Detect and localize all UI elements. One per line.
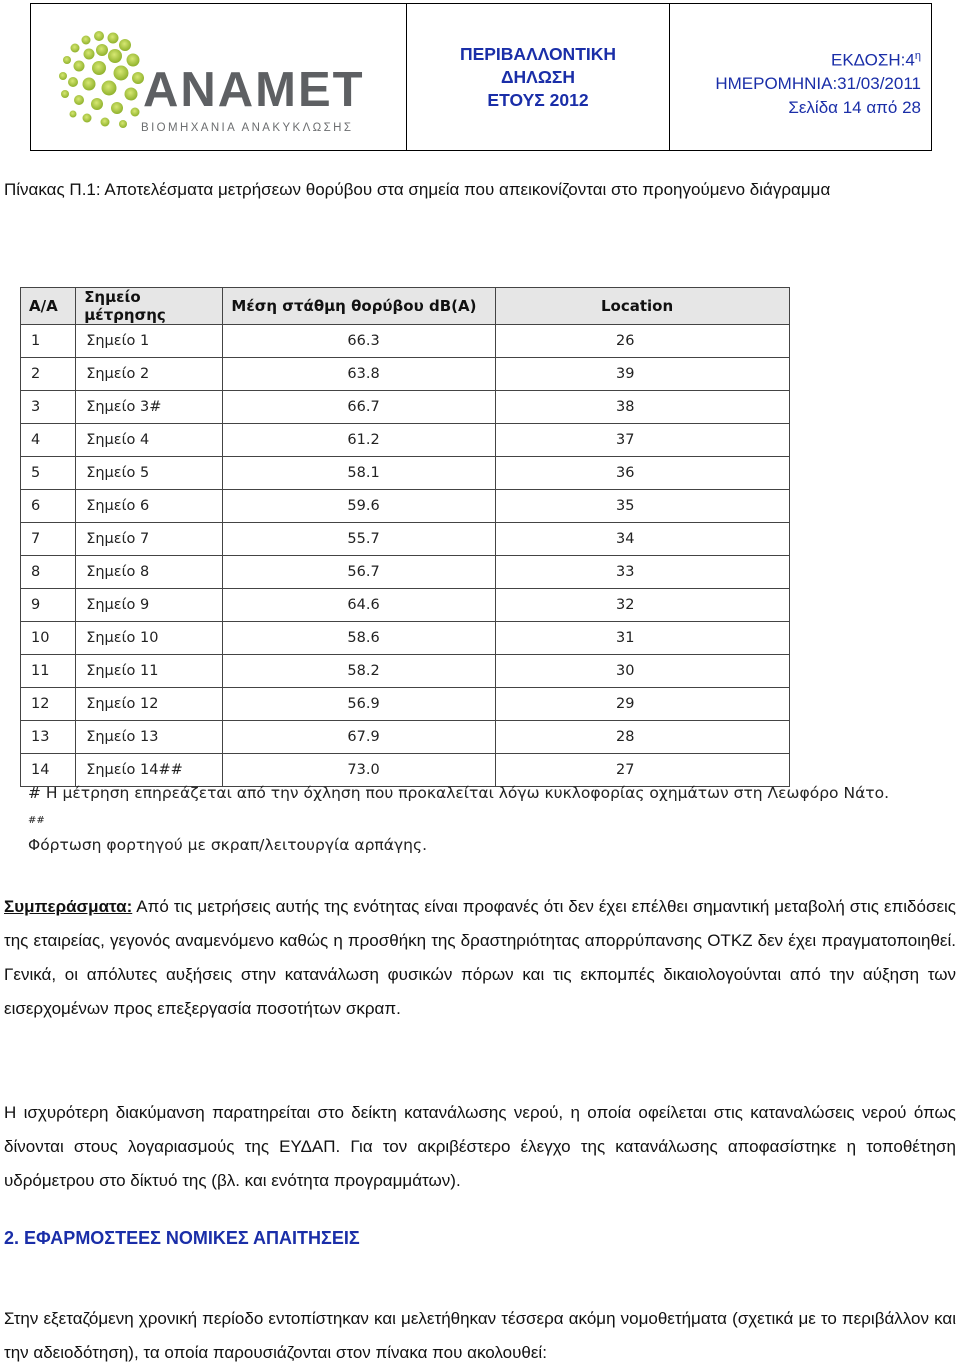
header-aa: A/A bbox=[21, 288, 76, 325]
table-row bbox=[21, 721, 790, 754]
cell-db: 56.7 bbox=[223, 556, 496, 589]
cell-db: 59.6 bbox=[223, 490, 496, 523]
cell-location: 33 bbox=[495, 556, 789, 589]
cell-aa: 13 bbox=[21, 721, 76, 754]
table-row bbox=[21, 556, 790, 589]
cell-location: 28 bbox=[495, 721, 789, 754]
cell-location: 29 bbox=[495, 688, 789, 721]
table-row bbox=[21, 754, 790, 787]
cell-location: 35 bbox=[495, 490, 789, 523]
conclusions-paragraph bbox=[4, 890, 956, 1026]
noise-table-container bbox=[20, 287, 790, 787]
cell-aa: 3 bbox=[21, 391, 76, 424]
header-location: Location bbox=[495, 288, 789, 325]
cell-point: Σημείο 2 bbox=[76, 358, 223, 391]
cell-db: 66.3 bbox=[223, 325, 496, 358]
table-header-row bbox=[21, 288, 790, 325]
logo-wordmark: ANAMET bbox=[143, 63, 365, 117]
cell-location: 32 bbox=[495, 589, 789, 622]
cell-aa: 2 bbox=[21, 358, 76, 391]
cell-point: Σημείο 3# bbox=[76, 391, 223, 424]
document-header bbox=[30, 3, 932, 151]
water-paragraph: Η ισχυρότερη διακύμανση παρατηρείται στο δείκτη κατανάλωσης νερού, η οποία οφείλεται στις καταναλώσεις νερού όπως δίνονται στους λογαριασμούς της ΕΥΔΑΠ. Για τον ακριβέστερο έλεγχο της κατανάλωσης αποφασίστηκε η τοποθέτηση υδρόμετρου στο δίκτυό της (βλ. και ενότητα προγραμμάτων). bbox=[4, 1103, 956, 1190]
title-line-2: ΔΗΛΩΣΗ bbox=[500, 66, 576, 87]
company-logo bbox=[31, 4, 407, 150]
cell-location: 26 bbox=[495, 325, 789, 358]
table-row bbox=[21, 325, 790, 358]
cell-db: 56.9 bbox=[223, 688, 496, 721]
cell-point: Σημείο 7 bbox=[76, 523, 223, 556]
cell-aa: 1 bbox=[21, 325, 76, 358]
table-row bbox=[21, 457, 790, 490]
cell-location: 34 bbox=[495, 523, 789, 556]
date-label: ΗΜΕΡΟΜΗΝΙΑ:31/03/2011 bbox=[715, 74, 921, 94]
cell-aa: 8 bbox=[21, 556, 76, 589]
conclusions-label: Συμπεράσματα: bbox=[4, 897, 133, 916]
header-meta bbox=[670, 4, 931, 150]
table-notes bbox=[28, 783, 928, 856]
header-db: Μέση στάθμη θορύβου dB(A) bbox=[223, 288, 496, 325]
note-2: ## Φόρτωση φορτηγού με σκραπ/λειτουργία αρπάγης. bbox=[28, 815, 428, 855]
cell-location: 30 bbox=[495, 655, 789, 688]
table-row bbox=[21, 655, 790, 688]
cell-point: Σημείο 14## bbox=[76, 754, 223, 787]
cell-db: 58.2 bbox=[223, 655, 496, 688]
cell-location: 37 bbox=[495, 424, 789, 457]
page-number: Σελίδα 14 από 28 bbox=[788, 98, 921, 118]
cell-point: Σημείο 5 bbox=[76, 457, 223, 490]
cell-db: 67.9 bbox=[223, 721, 496, 754]
cell-db: 55.7 bbox=[223, 523, 496, 556]
cell-point: Σημείο 6 bbox=[76, 490, 223, 523]
cell-aa: 12 bbox=[21, 688, 76, 721]
cell-point: Σημείο 1 bbox=[76, 325, 223, 358]
cell-aa: 9 bbox=[21, 589, 76, 622]
cell-aa: 5 bbox=[21, 457, 76, 490]
table-row bbox=[21, 358, 790, 391]
cell-location: 39 bbox=[495, 358, 789, 391]
cell-aa: 7 bbox=[21, 523, 76, 556]
cell-point: Σημείο 11 bbox=[76, 655, 223, 688]
cell-db: 73.0 bbox=[223, 754, 496, 787]
cell-db: 63.8 bbox=[223, 358, 496, 391]
cell-point: Σημείο 9 bbox=[76, 589, 223, 622]
table-row bbox=[21, 622, 790, 655]
conclusions-text: Από τις μετρήσεις αυτής της ενότητας είναι προφανές ότι δεν έχει επέλθει σημαντική μεταβολή στις επιδόσεις της εταιρείας, γεγονός αναμενόμενο καθώς η προσθήκη της δραστηριότητας απορρύπανσης ΟΤΚΖ δεν έχει πραγματοποιηθεί. Γενικά, οι απόλυτες αυξήσεις στην κατανάλωση φυσικών πόρων και τις εκπομπές δικαιολογούνται από την αύξηση των εισερχομένων προς επεξεργασία ποσοτήτων σκραπ. bbox=[4, 897, 956, 1018]
caption-label: Πίνακας Π.1: bbox=[4, 180, 101, 199]
cell-location: 27 bbox=[495, 754, 789, 787]
caption-text: Αποτελέσματα μετρήσεων θορύβου στα σημεία που απεικονίζονται στο προηγούμενο διάγραμμα bbox=[104, 180, 831, 199]
table-row bbox=[21, 391, 790, 424]
cell-db: 64.6 bbox=[223, 589, 496, 622]
table-row bbox=[21, 688, 790, 721]
edition-label: $EK\Delta O\Sigma H:4^\eta$ bbox=[831, 49, 921, 70]
cell-db: 61.2 bbox=[223, 424, 496, 457]
cell-aa: 14 bbox=[21, 754, 76, 787]
logo-tagline: ΒΙΟΜΗΧΑΝΙΑ ΑΝΑΚΥΚΛΩΣΗΣ bbox=[141, 122, 354, 134]
cell-location: 38 bbox=[495, 391, 789, 424]
title-line-1: ΠΕΡΙΒΑΛΛΟΝΤΙΚΗ bbox=[459, 43, 617, 64]
table-row bbox=[21, 589, 790, 622]
header-point: Σημείο μέτρησης bbox=[76, 288, 223, 325]
cell-point: Σημείο 4 bbox=[76, 424, 223, 457]
cell-point: Σημείο 12 bbox=[76, 688, 223, 721]
cell-point: Σημείο 8 bbox=[76, 556, 223, 589]
cell-db: 66.7 bbox=[223, 391, 496, 424]
cell-point: Σημείο 13 bbox=[76, 721, 223, 754]
cell-location: 36 bbox=[495, 457, 789, 490]
cell-aa: 6 bbox=[21, 490, 76, 523]
cell-aa: 11 bbox=[21, 655, 76, 688]
header-document-title bbox=[407, 4, 670, 150]
cell-location: 31 bbox=[495, 622, 789, 655]
cell-point: Σημείο 10 bbox=[76, 622, 223, 655]
legislation-paragraph: Στην εξεταζόμενη χρονική περίοδο εντοπίστηκαν και μελετήθηκαν τέσσερα ακόμη νομοθετήματα (σχετικά με το περιβάλλον και την αδειοδότηση), τα οποία παρουσιάζονται στον πίνακα που ακολουθεί: bbox=[4, 1309, 956, 1362]
title-line-3: ΕΤΟΥΣ 2012 bbox=[487, 89, 589, 110]
table-row bbox=[21, 424, 790, 457]
section-heading: 2. ΕΦΑΡΜΟΣΤΕΕΣ ΝΟΜΙΚΕΣ ΑΠΑΙΤΗΣΕΙΣ bbox=[4, 1228, 360, 1248]
noise-measurements-table bbox=[20, 287, 790, 787]
cell-aa: 10 bbox=[21, 622, 76, 655]
cell-db: 58.6 bbox=[223, 622, 496, 655]
table-caption bbox=[4, 176, 956, 204]
table-row bbox=[21, 523, 790, 556]
table-row bbox=[21, 490, 790, 523]
note-1: # Η μέτρηση επηρεάζεται από την όχληση που προκαλείται λόγω κυκλοφορίας οχημάτων στη Λεωφόρο Νάτο. bbox=[28, 784, 890, 802]
cell-aa: 4 bbox=[21, 424, 76, 457]
cell-db: 58.1 bbox=[223, 457, 496, 490]
